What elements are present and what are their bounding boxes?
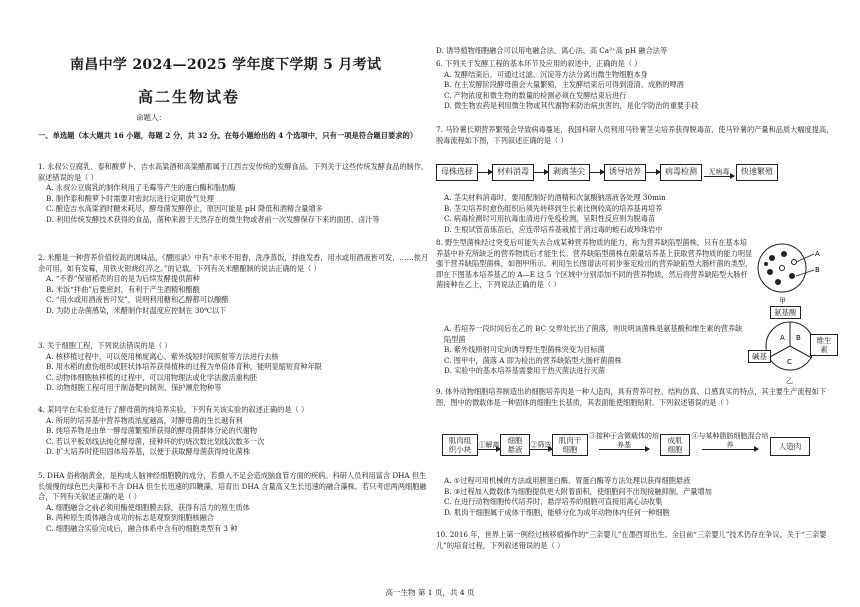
question-7-options xyxy=(436,193,836,235)
question-5 xyxy=(38,471,430,535)
question-stem: 1. 永叔公豆腐乳、泰和酸萝卜、吉水高粱酒和高粱醋都属于江西吉安传统的发酵食品。下列关于这些传统发酵食品的制作，叙述错误的是（ ） xyxy=(38,162,429,182)
flow-step: 材料消毒 xyxy=(492,164,534,181)
exam-title: 南昌中学 2024—2025 学年度下学期 5 月考试 xyxy=(70,57,382,73)
option-a: A. 若培养一段时间后在乙的 BC 交界处长出了菌落，则说明该菌株是氨基酸和维生素的营养缺陷型菌 xyxy=(444,324,743,344)
flow-box: 细胞悬液 xyxy=(500,434,530,456)
option-c: C. 酿造吉水高粱酒时糖未耗尽，酵母菌发酵停止，原因可能是 pH 降低和酒精含量增多 xyxy=(46,204,323,214)
exam-subtitle: 高二生物试卷 xyxy=(138,88,241,106)
svg-text:A: A xyxy=(780,334,785,342)
option-d: D. 为防止杂菌感染，米醋制作时温度应控制在 30℃以下 xyxy=(46,305,227,315)
step-label: ④与某种脂肪细胞混合培养 xyxy=(691,432,769,449)
arrow-icon xyxy=(534,172,548,173)
option-d: D. 肌肉干细胞属于成体干细胞，能够分化为成年动物体内任何一种细胞 xyxy=(444,507,670,517)
arrow-label: 无病毒 xyxy=(708,167,730,176)
option-b: B. 茎尖培养时愈伤组织后须先转移到生长素比例较高的培养基再培养 xyxy=(444,203,663,213)
option-b: B. 两种原生质体融合成功的标志是观察到细胞核融合 xyxy=(46,513,214,523)
option-b: B. 紫外线照射可定向诱导野生型菌株突变为目标菌 xyxy=(444,345,605,355)
question-stem: 2. 米醋是一种营养价值较高的调味品，《醴园录》中有“赤米不用舂，洗净蒸饭，拌曲发香，用水或用酒液皆可发，……俟月余可用。如有发霉，用铁火钳烧红淬之。”的记载。下列有关米醋酿制的说法正确的是（ ） xyxy=(38,253,429,273)
arrow-icon xyxy=(646,172,660,173)
option-c: C. 若以平板划线法纯化酵母菌，接种环的灼烧次数比划线次数多一次 xyxy=(46,436,265,446)
question-1 xyxy=(38,162,430,226)
question-5-option-d: D. 诱导植物细胞融合可以用电融合法、离心法、高 Ca²⁺高 pH 融合法等 xyxy=(436,46,668,55)
question-2 xyxy=(38,253,430,317)
flow-step: 诱导培养 xyxy=(604,164,646,181)
figure-yi xyxy=(748,306,838,386)
option-d: D. 实验中的基本培养基需要用干热灭菌法进行灭菌 xyxy=(444,366,606,376)
option-c: C. 图甲中，菌落 A 即为检出的营养缺陷型大肠杆菌菌株 xyxy=(444,355,622,365)
option-c: C. 动物体细胞核移植的过程中，可以用物理法或化学法激活重构胚 xyxy=(46,372,258,382)
petri-dish-circle xyxy=(758,244,806,292)
option-d: D. 扩大培养时使用固体培养基，以便于获取酵母菌获得纯化菌株 xyxy=(46,447,251,457)
option-c: C. 病毒检测时可用抗毒血清进行免疫检测，呈阳性反应则为脱毒苗 xyxy=(444,214,656,224)
question-3 xyxy=(38,341,430,394)
step-label: ②筛选 xyxy=(530,440,552,449)
label-b: B xyxy=(815,266,820,274)
labeled-arrow xyxy=(704,168,734,177)
flow-step: 快速繁殖 xyxy=(736,164,778,181)
question-8-options xyxy=(436,324,746,377)
arrow-icon xyxy=(704,176,734,177)
question-stem: 3. 关于细胞工程，下列说法错误的是（ ） xyxy=(38,341,172,350)
svg-text:C: C xyxy=(787,358,792,366)
flow-step: 母株选择 xyxy=(436,164,478,181)
option-c: C. 产物浓度和微生物的数量的检测必须在发酵结束后进行 xyxy=(444,90,627,100)
option-a: A. 茎尖材料消毒时，要用配制好的酒精和次氯酸钠溶液各处理 30min xyxy=(444,193,666,202)
section-heading: 一、单选题（本大题共 16 小题，每题 2 分，共 32 分。在每小题给出的 4 个选项中，只有一项是符合题目要求的） xyxy=(38,131,418,140)
arrow-icon xyxy=(478,449,500,450)
question-7-stem: 7. 马铃薯长期营养繁殖会导致病毒蔓延，我国科研人员利用马铃薯茎尖培养获得脱毒苗，使马铃薯的产量和品质大幅度提高，脱毒流程如下图，下列叙述正确的是（ ） xyxy=(436,125,834,145)
question-8-stem: 8. 野生型菌株经过突变后可能失去合成某种营养物质的能力，称为营养缺陷型菌株，只有在基本培养基中补充所缺乏的营养物质后才能生长。营养缺陷型菌株在限量培养基上获取营养物质的能力明显强于营养缺陷型菌株，如图甲所示。利用生长图谱法可初步鉴定检出的营养缺陷型大肠杆菌的类型，即在下图基本培养基乙的 A—E 这 5 个区域中分别添加不同的营养物质，然后将营养缺陷型大肠杆菌接种在乙上，下列说法正确的是（ ） xyxy=(436,238,753,290)
step-label: ③接种于含微载体的培养基 xyxy=(589,432,659,449)
author-line: 命题人： xyxy=(136,113,166,122)
question-6 xyxy=(436,59,836,112)
option-d: D. 微生物农药是利用微生物或其代谢物来防治病虫害的，是化学防治的重要手段 xyxy=(444,101,699,111)
nutrient-box: 维生素 xyxy=(810,334,838,356)
option-d: D. 动物细胞工程可用于制备靶向制剂、保护濒危物种等 xyxy=(46,383,222,393)
flow-box: 人造肉 xyxy=(770,437,810,456)
q9-flowchart xyxy=(442,432,810,456)
flow-step: 病毒检测 xyxy=(660,164,702,181)
question-9-options xyxy=(436,476,836,518)
option-b: B. 制作泰和酸萝卜时需要对密封坛进行定期放气处理 xyxy=(46,193,214,203)
arrow-icon xyxy=(702,449,758,450)
option-a: A. ①过程可用机械的方法或用胰蛋白酶、胃蛋白酶等方法处理以获得细胞悬液 xyxy=(444,476,691,485)
figure-label: 乙 xyxy=(786,377,793,385)
question-4 xyxy=(38,405,430,458)
option-a: A. 所用的培养基中营养物质浓度越高，对酵母菌的生长越有利 xyxy=(46,415,243,425)
option-a: A. 细胞融合之前必须用酶使细胞膜去除，获得有活力的原生质体 xyxy=(46,502,250,512)
option-c: C. 在进行动物细胞传代培养时，悬浮培养的细胞可直接用离心法收集 xyxy=(444,497,663,507)
q7-flowchart xyxy=(436,164,778,181)
option-a: A. “不舂”保留稻壳的目的是为后续发酵提供菌种 xyxy=(46,274,200,284)
question-9-stem: 9. 体外动物细胞培养制造出的细胞培养肉是一种人造肉，具有营养可控、结构仿真、口感真实的特点，其主要生产流程如下图，图中的微载体是一种固体的细胞生长基质，其表面能使细胞贴附。下列叙述错误的是（ ） xyxy=(436,387,827,407)
nutrient-box: 氨基酸 xyxy=(770,306,801,319)
option-b: B. ③过程加入微载体为细胞提供更大附着面积，使细胞间不出现接触抑制，产量增加 xyxy=(444,486,712,496)
option-a: A. 发酵结束后，可通过过滤、沉淀等方法分离出微生物细胞本身 xyxy=(444,69,648,79)
flow-box: 肌肉干细胞 xyxy=(552,434,588,456)
arrow-icon xyxy=(530,449,552,450)
question-stem: 4. 某同学在实验室进行了酵母菌的纯培养实验，下列有关该实验的叙述正确的是（ ） xyxy=(38,405,309,414)
option-d: D. 生根试管苗炼苗后，应连带培养基栽植于消过毒的蛭石或珍珠岩中 xyxy=(444,224,663,234)
option-a: A. 永叔公豆腐乳的制作利用了毛霉等产生的蛋白酶和脂肪酶 xyxy=(46,183,236,193)
option-b: B. 用水稻的愈伤组织或胚状体培养获得植株的过程为单倍体育种，能明显缩短育种年限 xyxy=(46,362,322,372)
svg-text:B: B xyxy=(796,334,801,342)
flow-box: 肌肉组织小块 xyxy=(442,434,478,456)
figure-label: 甲 xyxy=(779,297,786,305)
option-c: C. 细胞融合实验完成后，融合体系中含有的细胞类型有 3 种 xyxy=(46,523,238,533)
label-a: A xyxy=(815,250,820,258)
page-footer: 高一生物 第 1 页，共 4 页 xyxy=(385,588,475,597)
nutrient-box: 碱基 xyxy=(748,350,771,363)
option-a: A. 核移植过程中，可以使用梯度离心、紫外线短时间照射等方法进行去核 xyxy=(46,351,279,361)
arrow-icon xyxy=(599,449,649,450)
step-label: ①解离 xyxy=(478,440,500,449)
option-d: D. 利用传统发酵技术获得的食品，菌种来源于天然存在的微生物或者前一次发酵保存下来的面团、卤汁等 xyxy=(46,214,380,224)
figure-jia xyxy=(754,240,826,306)
flow-step: 剥离茎尖 xyxy=(548,164,590,181)
flow-box: 成肌细胞 xyxy=(660,434,690,456)
arrow-icon xyxy=(590,172,604,173)
arrow-icon xyxy=(478,172,492,173)
option-b: B. 纯培养物是由单一酵母菌繁殖所获得的酵母菌群体分泌的代谢物 xyxy=(46,426,258,436)
question-10-stem: 10. 2016 年，世界上第一例经过核移植操作的“三亲婴儿”在墨西哥出生。全目前“三亲婴儿”技术仍存在争议。关于“三亲婴儿”的培育过程，下列叙述错误的是（ ） xyxy=(436,530,827,550)
option-b: B. 在主发酵阶段酵母菌会大量繁殖，主发酵结束后可得到澄清、成熟的啤酒 xyxy=(444,80,684,90)
option-b: B. 米饭“拌曲”后要密封，有利于产生酒精和醋酸 xyxy=(46,284,200,294)
question-stem: 5. DHA 俗称脑黄金，是构成人脑神经细胞膜的成分，若摄入不足会造成脑血管方面的疾病。科研人员利用富含 DHA 但生长缓慢的绿色巴夫藻和不含 DHA 但生长迅速的四鞭藻，培育出 DHA 含量高又生长迅速的融合藻株。若只考虑两两细胞融合，下列有关叙述正确的是（ ） xyxy=(38,471,427,502)
option-c: C. “用水或用酒液皆可发”，说明利用糖和乙醇都可以酿醋 xyxy=(46,295,229,305)
question-stem: 6. 下列关于发酵工程的基本环节及应用的叙述中，正确的是（ ） xyxy=(436,59,642,68)
